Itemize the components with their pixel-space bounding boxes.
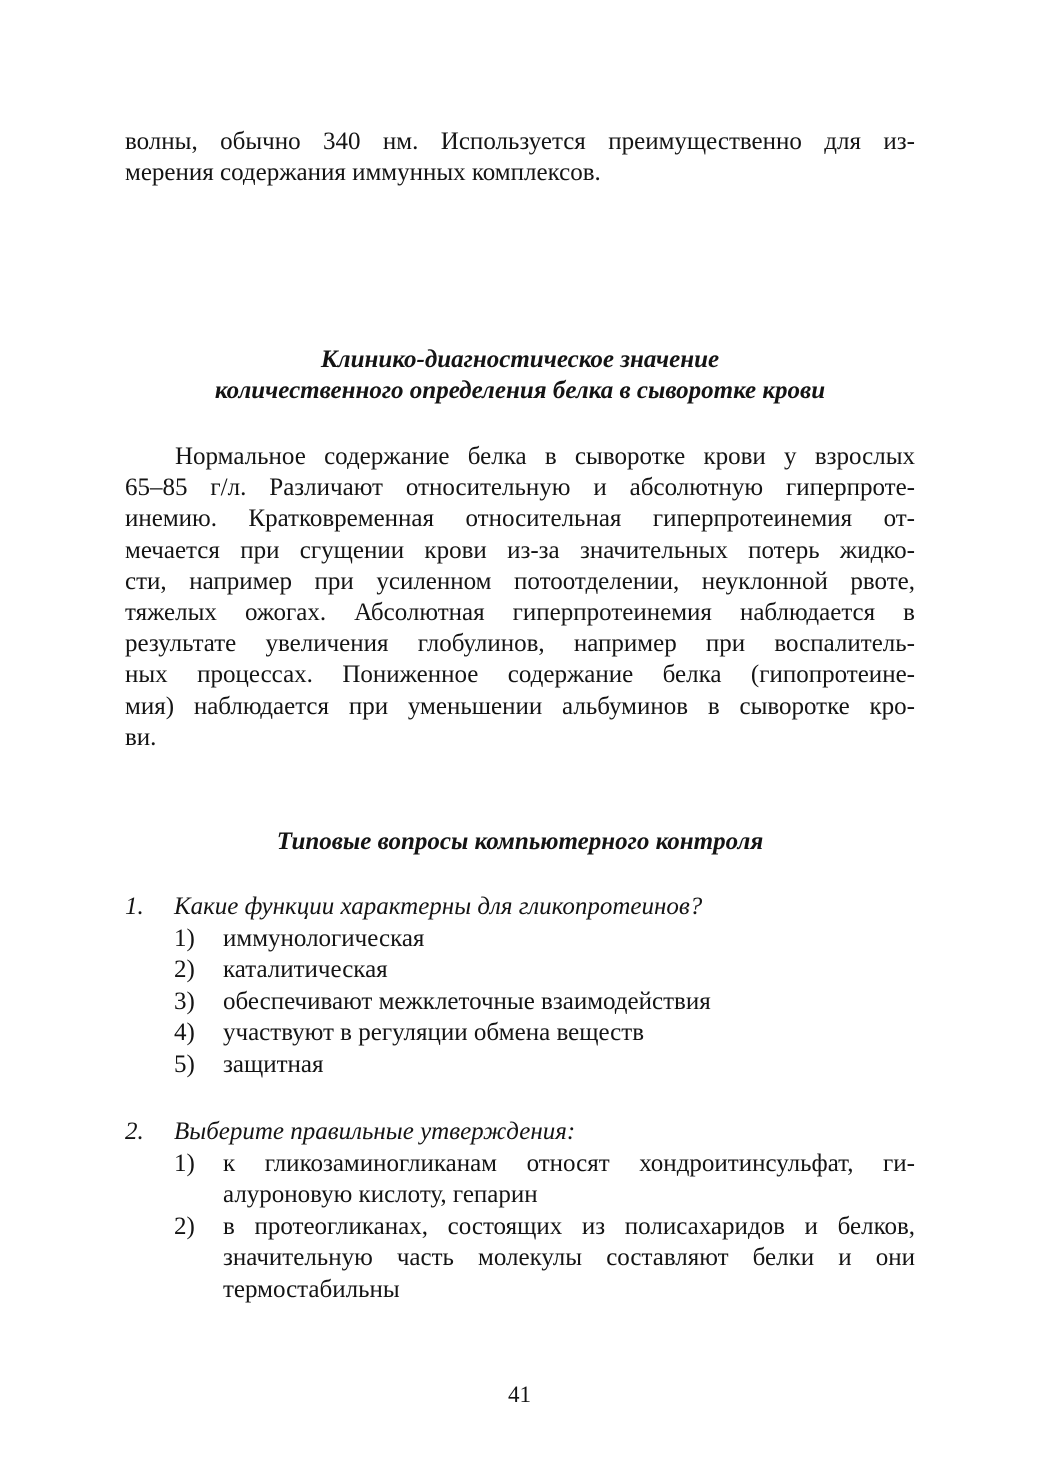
text-line: инемию. Кратковременная относительная гиперпротеинемия от- (125, 505, 915, 533)
text-line: ви. (125, 723, 157, 751)
answer-text (223, 1148, 915, 1211)
question-2 (125, 1116, 915, 1305)
heading-line: Типовые вопросы компьютерного контроля (276, 828, 764, 855)
heading-line: Клинико-диагностическое значение (320, 346, 720, 373)
answer-number: 1) (174, 1149, 195, 1177)
section-heading-questions (125, 826, 915, 857)
text-line: результате увеличения глобулинов, например при воспалитель- (125, 630, 915, 658)
section-heading-clinical (125, 344, 915, 406)
answer-option (174, 1148, 915, 1211)
answer-option (174, 954, 915, 986)
text-line: сти, например при усиленном потоотделении, неуклонной рвоте, (125, 567, 915, 595)
heading-line: количественного определения белка в сыворотке крови (214, 377, 826, 404)
page-number: 41 (508, 1382, 531, 1407)
question-number: 2. (125, 1118, 144, 1145)
question-1 (125, 891, 915, 1080)
clinical-paragraph (125, 441, 915, 753)
text-line: мечается при сгущении крови из-за значительных потерь жидко- (125, 536, 915, 564)
text-line: термостабильны (223, 1275, 400, 1303)
answer-text: участвуют в регуляции обмена веществ (223, 1019, 644, 1046)
question-title (125, 891, 915, 923)
answer-text: иммунологическая (223, 924, 425, 952)
text-line: к гликозаминогликанам относят хондроитинсульфат, ги- (223, 1149, 915, 1177)
answer-text: обеспечивают межклеточные взаимодействия (223, 987, 711, 1015)
text-line: значительную часть молекулы составляют белки и они (223, 1244, 915, 1271)
intro-paragraph (125, 126, 915, 188)
text-line: в протеогликанах, состоящих из полисахаридов и белков, (223, 1212, 915, 1240)
answer-number: 2) (174, 956, 195, 983)
text-line: волны, обычно 340 нм. Используется преимущественно для из- (125, 128, 915, 155)
answer-number: 1) (174, 924, 195, 952)
answer-option (174, 923, 915, 955)
answer-text: каталитическая (223, 956, 388, 983)
text-line: 65–85 г/л. Различают относительную и абсолютную гиперпроте- (125, 474, 915, 502)
answer-number: 4) (174, 1019, 195, 1046)
text-line: ных процессах. Пониженное содержание белка (гипопротеине- (125, 661, 915, 689)
answer-number: 2) (174, 1212, 195, 1240)
question-text: Выберите правильные утверждения: (174, 1118, 576, 1145)
question-title (125, 1116, 915, 1148)
answer-number: 5) (174, 1050, 195, 1078)
answer-option (174, 1017, 915, 1049)
text-line: Нормальное содержание белка в сыворотке крови у взрослых (175, 443, 915, 470)
answer-option (174, 1211, 915, 1306)
text-line: мерения содержания иммунных комплексов. (125, 159, 601, 187)
question-text: Какие функции характерны для гликопротеинов? (174, 893, 703, 920)
answer-text: защитная (223, 1050, 324, 1078)
text-line: мия) наблюдается при уменьшении альбуминов в сыворотке кро- (125, 692, 915, 720)
answer-text (223, 1211, 915, 1306)
answer-option (174, 1049, 915, 1081)
answer-option (174, 986, 915, 1018)
question-number: 1. (125, 893, 144, 920)
text-line: тяжелых ожогах. Абсолютная гиперпротеинемия наблюдается в (125, 599, 915, 627)
text-line: алуроновую кислоту, гепарин (223, 1181, 538, 1208)
answer-number: 3) (174, 987, 195, 1015)
